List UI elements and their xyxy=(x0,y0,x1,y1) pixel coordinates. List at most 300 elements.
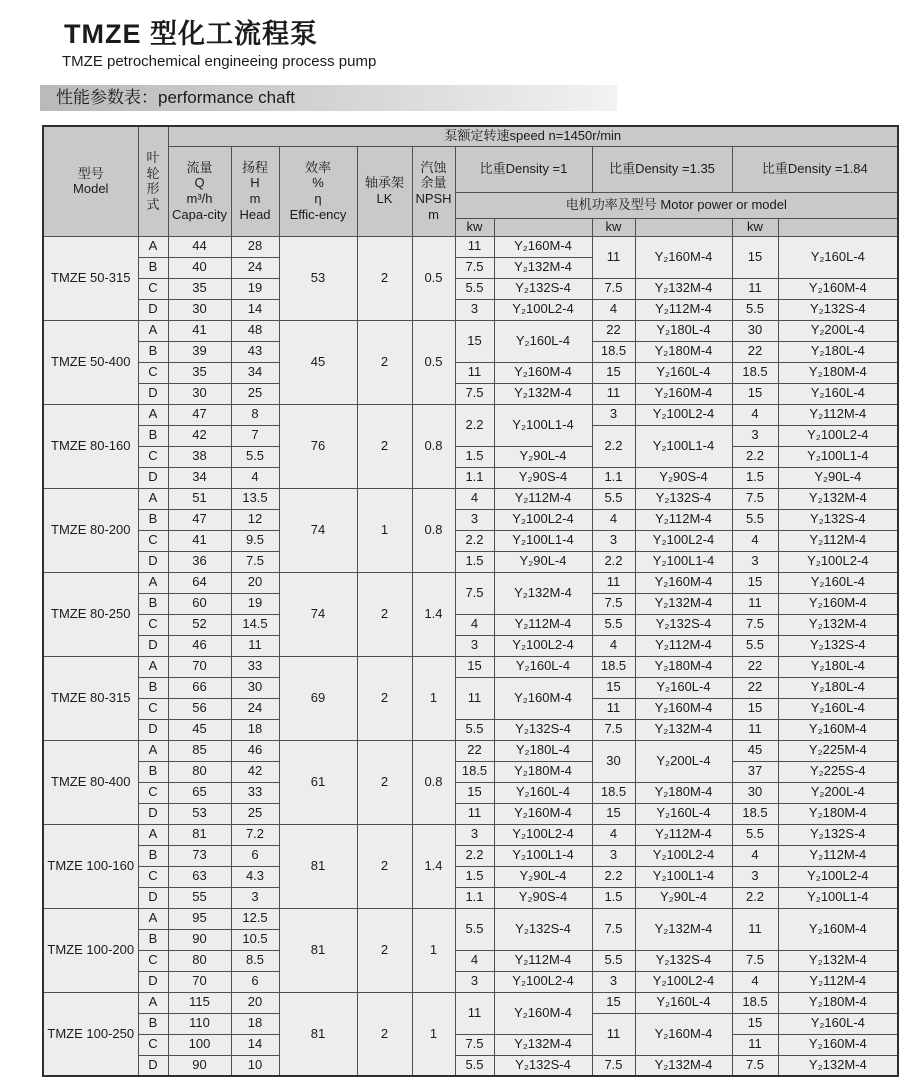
density-1-motor-model-cell: Y₂100L1-4 xyxy=(494,530,592,551)
density-1-motor-model-cell: Y₂180M-4 xyxy=(494,761,592,782)
model-cell: TMZE 80-400 xyxy=(43,740,138,824)
table-row xyxy=(43,320,898,341)
head-cell: 7.5 xyxy=(231,551,279,572)
density-1-motor-model-cell: Y₂132M-4 xyxy=(494,383,592,404)
flow-cell: 66 xyxy=(168,677,231,698)
model-cell: TMZE 50-400 xyxy=(43,320,138,404)
density-184-motor-model-cell: Y₂180M-4 xyxy=(778,803,898,824)
density-135-motor-model-cell: Y₂112M-4 xyxy=(635,509,732,530)
head-cell: 20 xyxy=(231,572,279,593)
density-184-kw-cell: 7.5 xyxy=(732,488,778,509)
flow-cell: 47 xyxy=(168,509,231,530)
impeller-cell: A xyxy=(138,572,168,593)
density-184-kw-cell: 4 xyxy=(732,845,778,866)
flow-cell: 60 xyxy=(168,593,231,614)
head-cell: 7.2 xyxy=(231,824,279,845)
density-184-kw-cell: 11 xyxy=(732,1034,778,1055)
density-135-kw-cell: 2.2 xyxy=(592,551,635,572)
density-1-kw-cell: 15 xyxy=(455,656,494,677)
impeller-cell: C xyxy=(138,278,168,299)
impeller-cell: B xyxy=(138,257,168,278)
model-cell: TMZE 80-250 xyxy=(43,572,138,656)
density-184-motor-model-cell: Y₂225S-4 xyxy=(778,761,898,782)
flow-cell: 51 xyxy=(168,488,231,509)
impeller-cell: B xyxy=(138,425,168,446)
density-1-motor-model-cell: Y₂90L-4 xyxy=(494,551,592,572)
flow-cell: 81 xyxy=(168,824,231,845)
table-row xyxy=(43,383,898,404)
density-184-motor-model-cell: Y₂200L-4 xyxy=(778,320,898,341)
density-1-kw-cell: 4 xyxy=(455,488,494,509)
density-184-motor-model-cell: Y₂132S-4 xyxy=(778,509,898,530)
model-cell: TMZE 100-160 xyxy=(43,824,138,908)
table-row xyxy=(43,299,898,320)
density-135-motor-model-cell: Y₂160M-4 xyxy=(635,1013,732,1055)
npsh-cell: 0.5 xyxy=(412,320,455,404)
head-cell: 12 xyxy=(231,509,279,530)
density-1-kw-cell: 7.5 xyxy=(455,383,494,404)
density-1-kw-cell: 1.5 xyxy=(455,551,494,572)
head-cell: 33 xyxy=(231,782,279,803)
density-135-motor-model-cell: Y₂100L2-4 xyxy=(635,404,732,425)
density-135-motor-model-cell: Y₂160L-4 xyxy=(635,803,732,824)
table-row xyxy=(43,530,898,551)
density-1-kw-cell: 7.5 xyxy=(455,1034,494,1055)
density-184-kw-cell: 7.5 xyxy=(732,1055,778,1076)
npsh-cell: 0.8 xyxy=(412,488,455,572)
density-135-motor-model-cell: Y₂132M-4 xyxy=(635,719,732,740)
impeller-cell: B xyxy=(138,929,168,950)
impeller-cell: D xyxy=(138,551,168,572)
density-135-kw-cell: 11 xyxy=(592,698,635,719)
density-1-motor-model-cell: Y₂112M-4 xyxy=(494,950,592,971)
head-cell: 11 xyxy=(231,635,279,656)
header-row-density xyxy=(43,146,898,192)
density-1-motor-model-cell: Y₂160M-4 xyxy=(494,236,592,257)
section-header-label: 性能参数表：performance chaft xyxy=(56,88,296,107)
density-135-kw-cell: 11 xyxy=(592,383,635,404)
density-135-motor-model-cell: Y₂100L2-4 xyxy=(635,845,732,866)
density-184-motor-model-cell: Y₂180M-4 xyxy=(778,992,898,1013)
head-cell: 13.5 xyxy=(231,488,279,509)
density-1-kw-cell: 2.2 xyxy=(455,530,494,551)
density-135-motor-model-cell: Y₂132M-4 xyxy=(635,908,732,950)
bearing-bracket-cell: 2 xyxy=(357,908,412,992)
impeller-cell: B xyxy=(138,677,168,698)
flow-cell: 35 xyxy=(168,362,231,383)
density-1-motor-model-cell: Y₂160M-4 xyxy=(494,677,592,719)
impeller-cell: C xyxy=(138,530,168,551)
table-row xyxy=(43,467,898,488)
table-row xyxy=(43,635,898,656)
density-184-motor-model-cell: Y₂100L2-4 xyxy=(778,866,898,887)
density-135-kw-cell: 30 xyxy=(592,740,635,782)
catalog-page xyxy=(0,12,900,1084)
head-cell: 42 xyxy=(231,761,279,782)
density-1-kw-cell: 5.5 xyxy=(455,1055,494,1076)
density-1-motor-model-cell: Y₂132S-4 xyxy=(494,278,592,299)
impeller-cell: A xyxy=(138,824,168,845)
density-135-motor-model-cell: Y₂160M-4 xyxy=(635,383,732,404)
density-1-motor-model-cell: Y₂160L-4 xyxy=(494,656,592,677)
density-135-kw-cell: 1.5 xyxy=(592,887,635,908)
table-row xyxy=(43,278,898,299)
density-135-kw-cell: 15 xyxy=(592,992,635,1013)
density-184-motor-model-cell: Y₂132M-4 xyxy=(778,614,898,635)
density-184-motor-model-cell: Y₂100L1-4 xyxy=(778,446,898,467)
density-184-motor-model-cell: Y₂160M-4 xyxy=(778,278,898,299)
table-row xyxy=(43,803,898,824)
density-184-motor-model-cell: Y₂160M-4 xyxy=(778,908,898,950)
head-cell: 14 xyxy=(231,1034,279,1055)
density-135-motor-model-cell: Y₂112M-4 xyxy=(635,824,732,845)
table-row xyxy=(43,446,898,467)
density-135-motor-model-cell: Y₂160M-4 xyxy=(635,572,732,593)
kw-header: kw xyxy=(732,218,778,236)
head-cell: 5.5 xyxy=(231,446,279,467)
head-cell: 20 xyxy=(231,992,279,1013)
density-1-kw-cell: 3 xyxy=(455,971,494,992)
density-1-kw-cell: 11 xyxy=(455,362,494,383)
density-135-kw-cell: 4 xyxy=(592,509,635,530)
head-cell: 24 xyxy=(231,698,279,719)
density-135-kw-cell: 22 xyxy=(592,320,635,341)
impeller-cell: B xyxy=(138,761,168,782)
head-cell: 7 xyxy=(231,425,279,446)
density-184-motor-model-cell: Y₂132S-4 xyxy=(778,635,898,656)
density-1-kw-cell: 2.2 xyxy=(455,845,494,866)
impeller-cell: C xyxy=(138,446,168,467)
npsh-cell: 1 xyxy=(412,908,455,992)
density-1-motor-model-cell: Y₂112M-4 xyxy=(494,614,592,635)
impeller-cell: A xyxy=(138,488,168,509)
density-1-motor-model-cell: Y₂100L2-4 xyxy=(494,635,592,656)
bearing-bracket-cell: 2 xyxy=(357,656,412,740)
density-184-motor-model-cell: Y₂225M-4 xyxy=(778,740,898,761)
efficiency-cell: 45 xyxy=(279,320,357,404)
table-row xyxy=(43,824,898,845)
head-cell: 28 xyxy=(231,236,279,257)
npsh-cell: 1.4 xyxy=(412,572,455,656)
motor-model-header xyxy=(635,218,732,236)
table-row xyxy=(43,908,898,929)
density-135-kw-cell: 4 xyxy=(592,635,635,656)
impeller-cell: D xyxy=(138,383,168,404)
density-135-motor-model-cell: Y₂100L2-4 xyxy=(635,530,732,551)
density-135-kw-cell: 7.5 xyxy=(592,1055,635,1076)
density-135-kw-cell: 11 xyxy=(592,572,635,593)
density-184-header: 比重Density =1.84 xyxy=(732,146,898,192)
head-cell: 19 xyxy=(231,278,279,299)
density-1-kw-cell: 18.5 xyxy=(455,761,494,782)
density-135-motor-model-cell: Y₂180M-4 xyxy=(635,341,732,362)
density-1-motor-model-cell: Y₂90L-4 xyxy=(494,866,592,887)
impeller-cell: B xyxy=(138,341,168,362)
density-1-motor-model-cell: Y₂100L2-4 xyxy=(494,971,592,992)
density-184-kw-cell: 11 xyxy=(732,278,778,299)
table-row xyxy=(43,236,898,257)
table-row xyxy=(43,782,898,803)
flow-cell: 35 xyxy=(168,278,231,299)
density-135-kw-cell: 15 xyxy=(592,362,635,383)
efficiency-cell: 81 xyxy=(279,992,357,1076)
impeller-cell: A xyxy=(138,320,168,341)
flow-column-header: 流量 Q m³/h Capa-city xyxy=(168,146,231,236)
density-1-kw-cell: 7.5 xyxy=(455,257,494,278)
density-1-kw-cell: 11 xyxy=(455,992,494,1034)
model-cell: TMZE 80-200 xyxy=(43,488,138,572)
table-row xyxy=(43,509,898,530)
head-cell: 25 xyxy=(231,803,279,824)
impeller-cell: D xyxy=(138,635,168,656)
density-135-kw-cell: 2.2 xyxy=(592,425,635,467)
kw-header: kw xyxy=(455,218,494,236)
npsh-cell: 0.8 xyxy=(412,404,455,488)
density-184-motor-model-cell: Y₂132M-4 xyxy=(778,950,898,971)
density-135-kw-cell: 18.5 xyxy=(592,656,635,677)
density-135-motor-model-cell: Y₂180M-4 xyxy=(635,782,732,803)
density-184-kw-cell: 5.5 xyxy=(732,824,778,845)
density-184-kw-cell: 4 xyxy=(732,530,778,551)
flow-cell: 56 xyxy=(168,698,231,719)
density-1-kw-cell: 1.5 xyxy=(455,866,494,887)
npsh-cell: 0.5 xyxy=(412,236,455,320)
density-184-kw-cell: 11 xyxy=(732,593,778,614)
density-135-kw-cell: 11 xyxy=(592,236,635,278)
efficiency-cell: 61 xyxy=(279,740,357,824)
flow-cell: 38 xyxy=(168,446,231,467)
impeller-cell: C xyxy=(138,614,168,635)
density-184-kw-cell: 45 xyxy=(732,740,778,761)
density-135-kw-cell: 5.5 xyxy=(592,488,635,509)
flow-cell: 70 xyxy=(168,971,231,992)
head-cell: 25 xyxy=(231,383,279,404)
npsh-cell: 1 xyxy=(412,656,455,740)
flow-cell: 63 xyxy=(168,866,231,887)
density-184-kw-cell: 1.5 xyxy=(732,467,778,488)
density-135-kw-cell: 3 xyxy=(592,971,635,992)
impeller-cell: B xyxy=(138,1013,168,1034)
density-135-motor-model-cell: Y₂160L-4 xyxy=(635,362,732,383)
density-184-motor-model-cell: Y₂160M-4 xyxy=(778,593,898,614)
density-135-motor-model-cell: Y₂160M-4 xyxy=(635,698,732,719)
rated-speed-header: 泵额定转速speed n=1450r/min xyxy=(168,126,898,146)
flow-cell: 34 xyxy=(168,467,231,488)
density-184-kw-cell: 5.5 xyxy=(732,509,778,530)
density-184-kw-cell: 5.5 xyxy=(732,299,778,320)
density-135-motor-model-cell: Y₂132S-4 xyxy=(635,950,732,971)
density-1-motor-model-cell: Y₂132M-4 xyxy=(494,1034,592,1055)
density-135-motor-model-cell: Y₂90S-4 xyxy=(635,467,732,488)
flow-cell: 115 xyxy=(168,992,231,1013)
table-row xyxy=(43,362,898,383)
efficiency-cell: 53 xyxy=(279,236,357,320)
table-row xyxy=(43,614,898,635)
flow-cell: 55 xyxy=(168,887,231,908)
density-184-motor-model-cell: Y₂160L-4 xyxy=(778,1013,898,1034)
density-184-motor-model-cell: Y₂132M-4 xyxy=(778,1055,898,1076)
head-cell: 14 xyxy=(231,299,279,320)
flow-cell: 80 xyxy=(168,950,231,971)
density-184-motor-model-cell: Y₂112M-4 xyxy=(778,971,898,992)
density-184-motor-model-cell: Y₂132M-4 xyxy=(778,488,898,509)
flow-cell: 30 xyxy=(168,383,231,404)
model-cell: TMZE 100-200 xyxy=(43,908,138,992)
density-1-kw-cell: 15 xyxy=(455,782,494,803)
density-184-kw-cell: 3 xyxy=(732,551,778,572)
density-1-motor-model-cell: Y₂160M-4 xyxy=(494,362,592,383)
density-1-kw-cell: 15 xyxy=(455,320,494,362)
impeller-cell: C xyxy=(138,362,168,383)
density-135-motor-model-cell: Y₂132M-4 xyxy=(635,1055,732,1076)
density-184-kw-cell: 7.5 xyxy=(732,614,778,635)
head-cell: 10 xyxy=(231,1055,279,1076)
density-135-header: 比重Density =1.35 xyxy=(592,146,732,192)
flow-cell: 45 xyxy=(168,719,231,740)
head-cell: 6 xyxy=(231,845,279,866)
flow-cell: 41 xyxy=(168,530,231,551)
motor-power-header: 电机功率及型号 Motor power or model xyxy=(455,192,898,218)
density-135-kw-cell: 4 xyxy=(592,824,635,845)
density-1-kw-cell: 2.2 xyxy=(455,404,494,446)
head-cell: 3 xyxy=(231,887,279,908)
impeller-cell: D xyxy=(138,887,168,908)
head-cell: 19 xyxy=(231,593,279,614)
impeller-cell: A xyxy=(138,404,168,425)
density-135-motor-model-cell: Y₂112M-4 xyxy=(635,635,732,656)
density-1-motor-model-cell: Y₂100L1-4 xyxy=(494,845,592,866)
head-cell: 24 xyxy=(231,257,279,278)
density-184-motor-model-cell: Y₂180L-4 xyxy=(778,656,898,677)
npsh-column-header: 汽蚀 余量 NPSH m xyxy=(412,146,455,236)
flow-cell: 52 xyxy=(168,614,231,635)
model-cell: TMZE 80-160 xyxy=(43,404,138,488)
density-1-motor-model-cell: Y₂100L2-4 xyxy=(494,509,592,530)
flow-cell: 90 xyxy=(168,929,231,950)
density-1-kw-cell: 1.1 xyxy=(455,467,494,488)
impeller-cell: B xyxy=(138,509,168,530)
head-cell: 14.5 xyxy=(231,614,279,635)
density-135-motor-model-cell: Y₂180L-4 xyxy=(635,320,732,341)
density-1-motor-model-cell: Y₂90L-4 xyxy=(494,446,592,467)
impeller-cell: D xyxy=(138,803,168,824)
npsh-cell: 1.4 xyxy=(412,824,455,908)
flow-cell: 42 xyxy=(168,425,231,446)
bearing-bracket-cell: 2 xyxy=(357,572,412,656)
table-row xyxy=(43,866,898,887)
density-1-motor-model-cell: Y₂160L-4 xyxy=(494,782,592,803)
density-135-kw-cell: 7.5 xyxy=(592,593,635,614)
density-184-motor-model-cell: Y₂160L-4 xyxy=(778,698,898,719)
head-cell: 46 xyxy=(231,740,279,761)
density-184-motor-model-cell: Y₂160L-4 xyxy=(778,383,898,404)
density-184-kw-cell: 15 xyxy=(732,236,778,278)
density-184-motor-model-cell: Y₂90L-4 xyxy=(778,467,898,488)
density-184-motor-model-cell: Y₂132S-4 xyxy=(778,824,898,845)
head-cell: 8 xyxy=(231,404,279,425)
density-184-kw-cell: 4 xyxy=(732,971,778,992)
density-184-kw-cell: 3 xyxy=(732,866,778,887)
density-184-motor-model-cell: Y₂180L-4 xyxy=(778,677,898,698)
density-135-kw-cell: 5.5 xyxy=(592,950,635,971)
impeller-cell: A xyxy=(138,908,168,929)
motor-model-header xyxy=(778,218,898,236)
density-135-motor-model-cell: Y₂160M-4 xyxy=(635,236,732,278)
head-cell: 12.5 xyxy=(231,908,279,929)
npsh-cell: 1 xyxy=(412,992,455,1076)
head-cell: 4.3 xyxy=(231,866,279,887)
impeller-cell: C xyxy=(138,1034,168,1055)
density-1-kw-cell: 11 xyxy=(455,677,494,719)
flow-cell: 64 xyxy=(168,572,231,593)
density-135-motor-model-cell: Y₂132M-4 xyxy=(635,278,732,299)
density-184-kw-cell: 11 xyxy=(732,719,778,740)
density-1-kw-cell: 3 xyxy=(455,299,494,320)
table-row xyxy=(43,551,898,572)
density-184-motor-model-cell: Y₂132S-4 xyxy=(778,299,898,320)
impeller-cell: A xyxy=(138,236,168,257)
density-1-motor-model-cell: Y₂100L2-4 xyxy=(494,824,592,845)
density-135-kw-cell: 3 xyxy=(592,845,635,866)
density-1-kw-cell: 5.5 xyxy=(455,719,494,740)
flow-cell: 41 xyxy=(168,320,231,341)
flow-cell: 40 xyxy=(168,257,231,278)
density-135-motor-model-cell: Y₂160L-4 xyxy=(635,677,732,698)
head-cell: 33 xyxy=(231,656,279,677)
flow-cell: 39 xyxy=(168,341,231,362)
density-184-motor-model-cell: Y₂180L-4 xyxy=(778,341,898,362)
head-cell: 6 xyxy=(231,971,279,992)
density-184-kw-cell: 5.5 xyxy=(732,635,778,656)
head-cell: 34 xyxy=(231,362,279,383)
density-1-motor-model-cell: Y₂132M-4 xyxy=(494,572,592,614)
density-1-kw-cell: 5.5 xyxy=(455,278,494,299)
density-1-motor-model-cell: Y₂132S-4 xyxy=(494,908,592,950)
table-row xyxy=(43,845,898,866)
head-cell: 30 xyxy=(231,677,279,698)
bearing-bracket-column-header: 轴承架 LK xyxy=(357,146,412,236)
head-cell: 8.5 xyxy=(231,950,279,971)
efficiency-cell: 81 xyxy=(279,824,357,908)
head-cell: 48 xyxy=(231,320,279,341)
head-cell: 18 xyxy=(231,719,279,740)
density-1-motor-model-cell: Y₂160L-4 xyxy=(494,320,592,362)
npsh-cell: 0.8 xyxy=(412,740,455,824)
density-1-motor-model-cell: Y₂160M-4 xyxy=(494,992,592,1034)
density-1-kw-cell: 3 xyxy=(455,509,494,530)
impeller-cell: B xyxy=(138,845,168,866)
density-184-motor-model-cell: Y₂112M-4 xyxy=(778,845,898,866)
density-135-kw-cell: 11 xyxy=(592,1013,635,1055)
density-135-kw-cell: 18.5 xyxy=(592,782,635,803)
efficiency-column-header: 效率 % η Effic-ency xyxy=(279,146,357,236)
density-184-motor-model-cell: Y₂160L-4 xyxy=(778,236,898,278)
density-135-kw-cell: 4 xyxy=(592,299,635,320)
density-184-kw-cell: 37 xyxy=(732,761,778,782)
impeller-cell: A xyxy=(138,740,168,761)
density-1-motor-model-cell: Y₂132S-4 xyxy=(494,1055,592,1076)
density-1-kw-cell: 11 xyxy=(455,803,494,824)
density-1-kw-cell: 3 xyxy=(455,824,494,845)
page-subtitle: TMZE petrochemical engineeing process pump xyxy=(62,53,377,70)
density-184-motor-model-cell: Y₂112M-4 xyxy=(778,404,898,425)
density-135-motor-model-cell: Y₂112M-4 xyxy=(635,299,732,320)
density-1-kw-cell: 11 xyxy=(455,236,494,257)
density-1-kw-cell: 3 xyxy=(455,635,494,656)
table-row xyxy=(43,740,898,761)
density-135-motor-model-cell: Y₂200L-4 xyxy=(635,740,732,782)
density-184-kw-cell: 3 xyxy=(732,425,778,446)
